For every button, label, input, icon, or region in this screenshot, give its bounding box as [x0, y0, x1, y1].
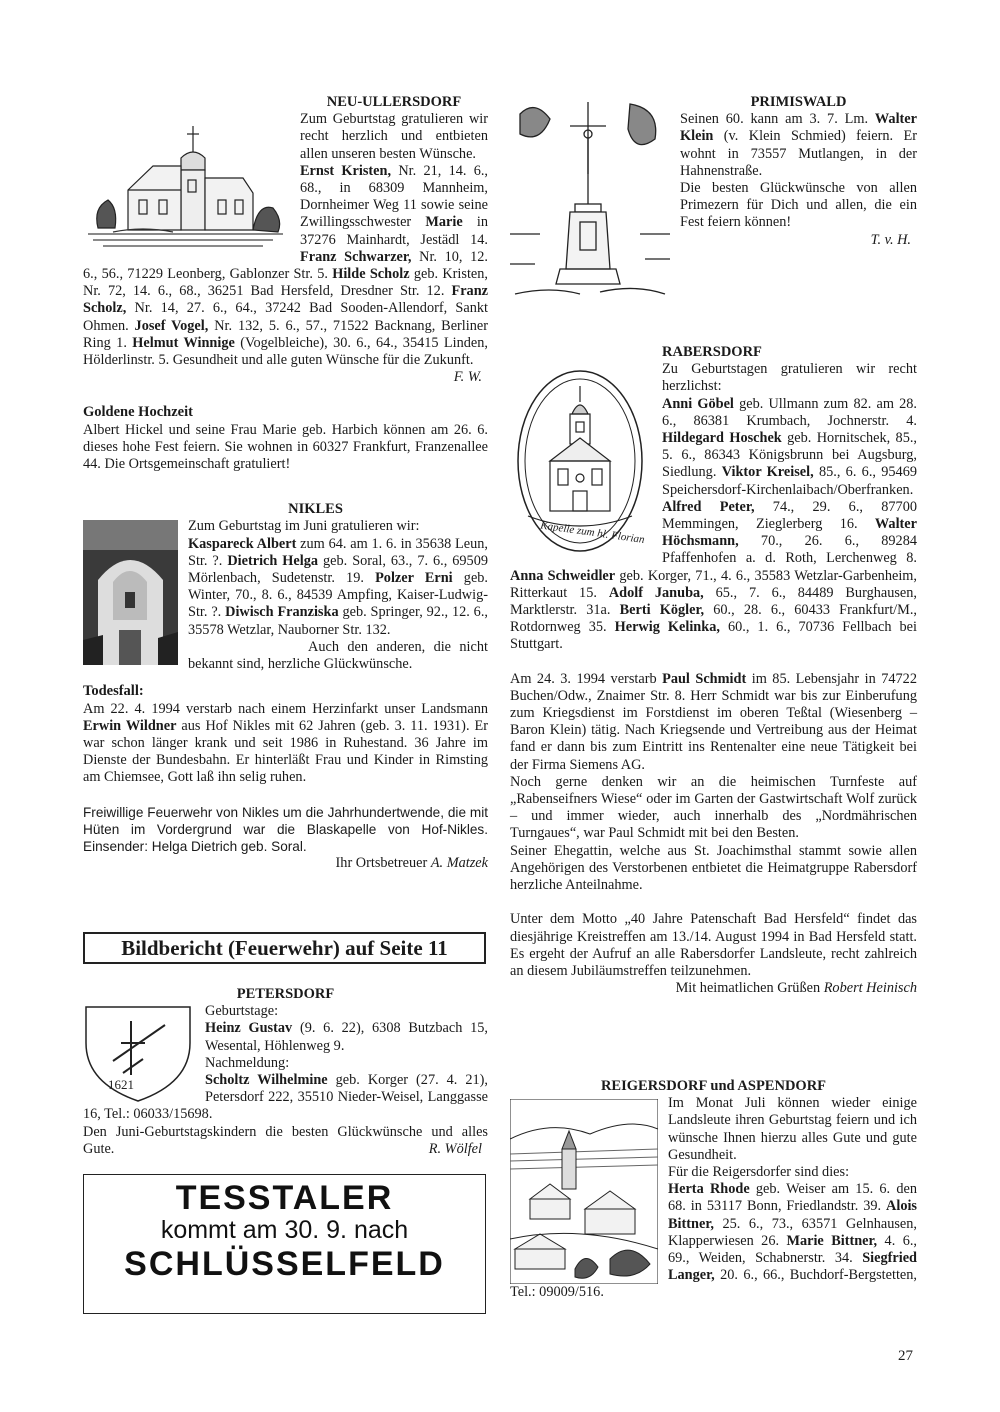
person-name: Hildegard Hoschek	[662, 430, 782, 447]
heading-nikles: NIKLES	[288, 501, 343, 518]
person-name: Erwin Wildner	[83, 717, 177, 734]
goldene-hochzeit-text: Albert Hickel und seine Frau Marie geb. Harbich können am 26. 6. dieses hohe Fest feiern. Sie wohnen in 60327 Frankfurt, Franzenallee 44. Die Ortsgemeinschaft gratuliert!	[83, 421, 488, 473]
primiswald-wish: Die besten Glückwünsche von allen Primezern für Dich und allen, die ein Fest feiern können!	[680, 180, 917, 231]
person-name: Franz Schwarzer,	[300, 248, 412, 265]
person-name: Paul Schmidt	[662, 670, 747, 687]
person-name: Viktor Kreisel,	[721, 464, 814, 481]
signature-rabersdorf: Mit heimatlichen Grüßen Robert Heinisch	[675, 980, 917, 997]
person-name: Dietrich Helga	[227, 552, 319, 569]
text-run: Nr. 10, 12. 6., 56., 71229 Leonberg, Gablonzer Str. 5.	[83, 248, 488, 283]
reigersdorf-intro: Im Monat Juli können wieder einige Landsleute ihren Geburtstag feiern und ich wünsche Ihnen hierzu alles Gute und gute Gesundheit.	[668, 1095, 917, 1163]
text-run: geb. Kristen, Nr. 72, 14. 6., 68., 36251 Bad Hersfeld, Dresdner Str. 12.	[83, 266, 488, 300]
signature-petersdorf: R. Wölfel	[428, 1141, 482, 1158]
person-name: Herwig Kelinka,	[614, 619, 720, 636]
section-neu-ullersdorf	[83, 94, 488, 386]
signature-nikles: Ihr Ortsbetreuer A. Matzek	[335, 855, 488, 872]
ad-destination: SCHLÜSSELFELD	[124, 1245, 445, 1283]
heading-reigersdorf: REIGERSDORF und ASPENDORF	[600, 1078, 827, 1094]
text-run: geb. Korger (27. 4. 21), Petersdorf 222, 35510 Nieder-Weisel, Langgasse 16, Tel.: 06033/15698.	[83, 1072, 488, 1123]
ad-headline: TESSTALER	[175, 1179, 394, 1217]
text-run: 20. 6., 66., Buchdorf-Bergstetten, Tel.: 09009/516.	[510, 1267, 917, 1301]
text-run: 4. 6., 69., Weiden, Schabnerstr. 34.	[668, 1232, 917, 1267]
nikles-chapel-photo	[83, 520, 178, 665]
petersdorf-label-birthdays: Geburtstage:	[205, 1003, 279, 1020]
text-run: Am 22. 4. 1994 verstarb nach einem Herzinfarkt unser Landsmann	[83, 700, 488, 717]
person-name: Ernst Kristen,	[300, 162, 392, 179]
person-name: Walter Höchsmann,	[662, 516, 917, 550]
ad-subline: kommt am 30. 9. nach	[160, 1216, 409, 1244]
person-name: Anna Schweidler	[510, 567, 616, 584]
person-name: Marie	[425, 214, 463, 231]
page-number: 27	[898, 1348, 913, 1364]
text-run: 70., 26. 6., 89284 Pfaffenhofen a. d. Roth, Lerchenweg 8.	[662, 533, 917, 567]
person-name: Herta Rhode	[668, 1181, 750, 1198]
petersdorf-outro: Den Juni-Geburtstagskindern die besten Glückwünsche und alles Gute.	[83, 1123, 488, 1157]
feuerwehr-report-banner: Bildbericht (Feuerwehr) auf Seite 11	[83, 932, 486, 964]
text-run: geb. Soral, 63., 7. 6., 69509 Mörlenbach, Sudetenstr. 19.	[188, 552, 489, 587]
text-run: geb. Korger, 71., 4. 6., 35583 Wetzlar-Garbenheim, Ritterkaut 15.	[510, 567, 917, 601]
neu-ullersdorf-intro: Zum Geburtstag gratulieren wir recht herzlich und entbieten allen unseren besten Wünsche.	[300, 111, 488, 162]
section-reigersdorf	[510, 1078, 917, 1302]
nikles-outro: Auch den anderen, die nicht bekannt sind, herzliche Glückwünsche.	[188, 638, 488, 673]
person-name: Adolf Januba,	[608, 584, 704, 601]
feuerwehr-caption: Freiwillige Feuerwehr von Nikles um die Jahrhundertwende, die mit Hüten im Vordergrund war die Blaskapelle von Hof-Nikles. Einsender: Helga Dietrich geb. Soral.	[83, 804, 488, 854]
person-name: Siegfried Langer,	[668, 1250, 917, 1284]
section-nikles	[83, 501, 488, 872]
person-name: Walter Klein	[680, 111, 917, 145]
crest-year-text: 1621	[108, 1077, 134, 1093]
heading-primiswald: PRIMISWALD	[750, 94, 847, 110]
text-run: Seinen 60. kann am 3. 7. Lm.	[680, 111, 875, 128]
text-run: Nr. 132, 5. 6., 57., 71522 Backnang, Berliner Ring 1.	[83, 317, 489, 351]
medallion-inscription: Kapelle zum hl. Florian	[539, 519, 646, 547]
text-run: in 37276 Mainhardt, Jestädl 14.	[300, 214, 488, 248]
person-name: Alois Bittner,	[668, 1198, 917, 1232]
text-run: Nr. 21, 14. 6., 68., in 68309 Mannheim, Dornheimer Weg 11 sowie seine Zwillingsschwester	[300, 162, 488, 231]
person-name: Alfred Peter,	[662, 498, 755, 515]
person-name: Hilde Scholz	[332, 266, 410, 283]
text-run: 25. 6., 73., 63571 Gelnhausen, Klapperwiesen 26.	[668, 1215, 917, 1249]
todesfall-text	[83, 701, 488, 787]
person-name: Diwisch Franziska	[225, 604, 339, 621]
heading-petersdorf: PETERSDORF	[236, 986, 335, 1002]
heading-todesfall: Todesfall:	[83, 683, 144, 700]
section-goldene-hochzeit	[83, 404, 488, 473]
signature-neu-ullersdorf: F. W.	[453, 369, 482, 386]
heading-goldene-hochzeit: Goldene Hochzeit	[83, 404, 193, 421]
text-run: geb. Springer, 92., 12. 6., 35578 Wetzlar, Nauborner Str. 132.	[188, 604, 488, 638]
text-run: 60., 1. 6., 70736 Fellbach bei Stuttgart.	[510, 619, 917, 653]
section-primiswald	[510, 94, 917, 309]
text-run: im 85. Lebensjahr in 74722 Buchen/Odw., Znaimer Str. 8. Herr Schmidt war bis zur Einberufung zum Kriegsdienst im Forstdienst im oberen Teßtal (Wiesenberg – Baron Klein) tätig. Nach Kriegsende und Vertreibung aus der Heimat fand er dann bis zum Eintritt ins Rentenalter eine neue Tätigkeit bei der Firma Siemens AG.	[510, 670, 917, 773]
rabersdorf-obituary	[510, 671, 917, 774]
rabersdorf-chapel-medallion	[510, 366, 650, 566]
text-run: Am 24. 3. 1994 verstarb	[510, 670, 663, 687]
church-illustration	[83, 108, 288, 258]
text-run: geb. Ullmann zum 82. am 28. 6., 86381 Krumbach, Jochnerstr. 4.	[662, 395, 917, 429]
heading-rabersdorf: RABERSDORF	[662, 344, 762, 360]
tesstaler-advertisement	[83, 1174, 486, 1314]
rabersdorf-meeting: Unter dem Motto „40 Jahre Patenschaft Bad Hersfeld“ findet das diesjährige Kreistreffen am 13./14. August 1994 in Bad Hersfeld statt. Es ergeht der Aufruf an alle Rabersdorfer Landsleute, recht zahlreich an diesem Jubiläumstreffen teilzunehmen.	[510, 911, 917, 979]
rabersdorf-intro: Zu Geburtstagen gratulieren wir recht herzlichst:	[662, 361, 917, 395]
text-run: geb. Hornitschek, 85., 5. 6., 86343 Königsbrunn bei Augsburg, Siedlung.	[662, 430, 917, 481]
section-rabersdorf	[510, 344, 917, 997]
rabersdorf-obituary-condolence: Seiner Ehegattin, welche aus St. Joachimsthal stammt sowie allen Angehörigen des Verstorbenen entbietet die Heimatgruppe Rabersdorf herzliche Anteilnahme.	[510, 842, 917, 894]
person-name: Scholtz Wilhelmine	[205, 1072, 328, 1089]
petersdorf-coat-of-arms	[83, 1003, 193, 1103]
person-name: Kaspareck Albert	[188, 535, 297, 552]
person-name: Berti Kögler,	[619, 602, 705, 619]
section-petersdorf	[83, 986, 488, 1158]
person-name: Anni Göbel	[662, 395, 734, 412]
text-run: (Vogelbleiche), 30. 6., 64., 35415 Linden, Hölderlinstr. 5. Gesundheit und alle guten Wünsche für die Zukunft.	[83, 334, 488, 369]
text-run: zum 64. am 1. 6. in 35638 Leun, Str. ?.	[188, 535, 488, 569]
text-run: geb. Weiser am 15. 6. den 68. in 53117 Bonn, Friedlandstr. 39.	[668, 1181, 917, 1215]
text-run: 85., 6. 6., 95469 Speichersdorf-Kirchenlaibach/Oberfranken.	[662, 464, 917, 498]
person-name: Franz Scholz,	[83, 283, 488, 317]
person-name: Marie Bittner,	[786, 1232, 878, 1249]
heading-neu-ullersdorf: NEU-ULLERSDORF	[326, 94, 462, 110]
petersdorf-label-late: Nachmeldung:	[205, 1054, 290, 1071]
text-run: 65., 7. 6., 84489 Burghausen, Marktlerstr. 31a.	[510, 584, 917, 619]
person-name: Helmut Winnige	[132, 334, 235, 351]
text-run: 60., 28. 6., 60433 Frankfurt/M., Rotdornweg 35.	[510, 602, 917, 636]
signature-primiswald: T. v. H.	[870, 231, 911, 248]
text-run: geb. Winter, 70., 8. 6., 84539 Ampfing, Kaiser-Ludwig-Str. ?.	[188, 570, 489, 621]
text-run: Nr. 14, 27. 6., 64., 37242 Bad Sooden-Allendorf, Sankt Ohmen.	[83, 300, 488, 334]
text-run: 74., 29. 6., 87700 Memmingen, Zieglerberg 16.	[662, 498, 917, 533]
rabersdorf-obituary-memory: Noch gerne denken wir an die heimischen Turnfeste auf „Rabenseifners Wiese“ oder im Garten der Gastwirtschaft Wolf zurück – und immer wieder, auch innerhalb des „Nordmährischen Turngaues“, war Paul Schmidt mit bei den Besten.	[510, 773, 917, 842]
nikles-intro: Zum Geburtstag im Juni gratulieren wir:	[188, 518, 420, 535]
reigersdorf-label: Für die Reigersdorfer sind dies:	[668, 1164, 850, 1181]
text-run: (9. 6. 22), 6308 Butzbach 15, Wesental, Höhlenweg 9.	[205, 1020, 488, 1054]
left-column	[83, 94, 488, 872]
text-run: aus Hof Nikles mit 62 Jahren (geb. 3. 11. 1931). Er war schon länger krank und seit 1986 in Ruhestand. 36 Jahre im Dienste der Bundesbahn. Er hinterläßt Frau und Kinder in Rimsting am Chiemsee, Gott laß ihn selig ruhen.	[83, 717, 488, 786]
person-name: Josef Vogel,	[134, 317, 209, 334]
wayside-cross-illustration	[510, 94, 670, 309]
person-name: Heinz Gustav	[205, 1020, 293, 1037]
reigersdorf-village-illustration	[510, 1099, 658, 1284]
text-run: (v. Klein Schmied) feiern. Er wohnt in 73557 Mutlangen, in der Hahnenstraße.	[680, 128, 917, 179]
person-name: Polzer Erni	[375, 570, 453, 587]
